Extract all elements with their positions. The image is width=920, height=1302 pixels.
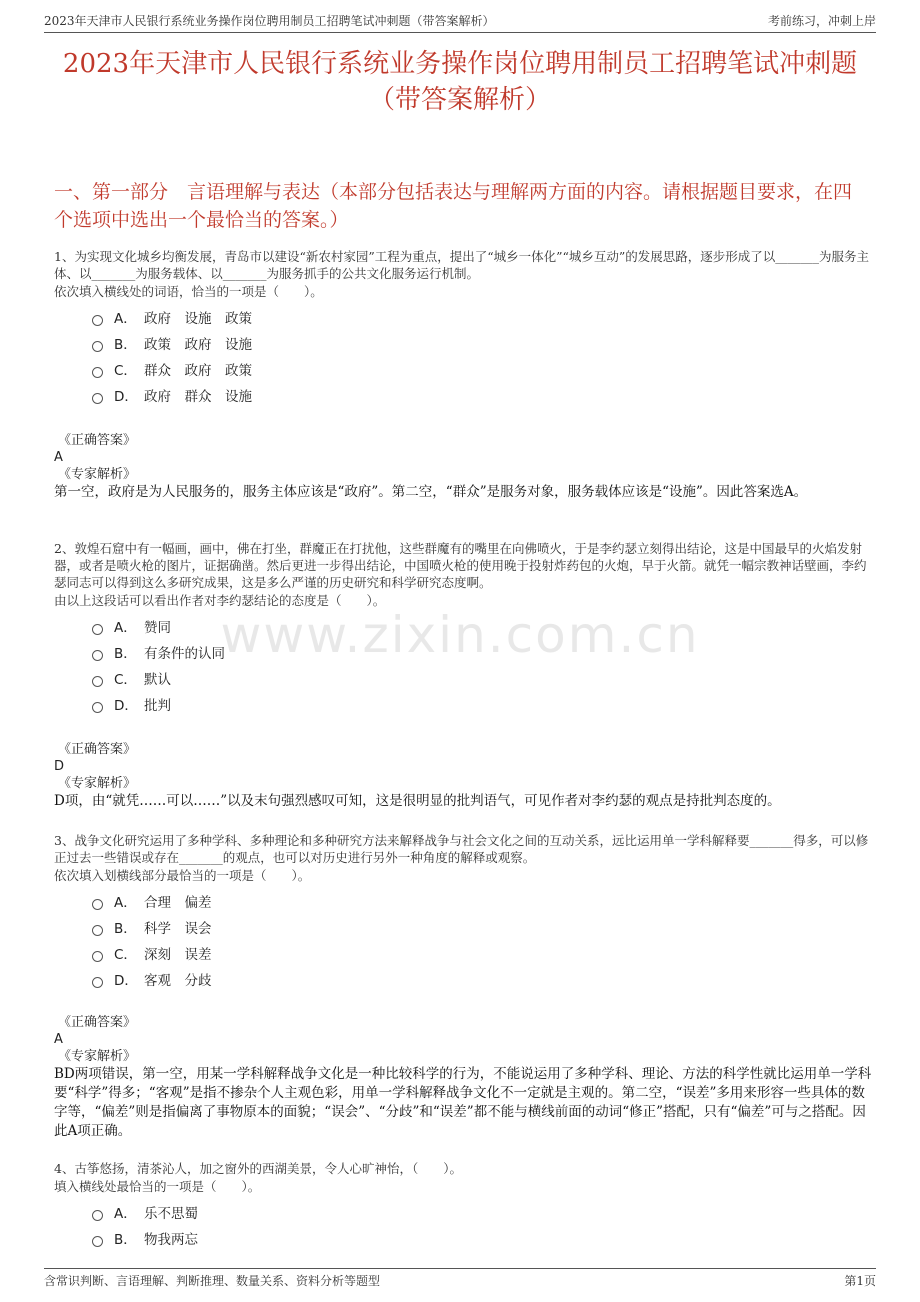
option-text: 物我两忘 [144,1232,198,1248]
analysis-text: 第一空，政府是为人民服务的，服务主体应该是“政府”。第二空，“群众”是服务对象，服务载体应该是“设施”。因此答案选A。 [54,484,808,500]
question-prompt: 依次填入划横线部分最恰当的一项是（ ）。 [54,868,311,883]
question-prompt: 依次填入横线处的词语，恰当的一项是（ ）。 [54,284,323,299]
option-a[interactable] [92,888,872,914]
radio-icon[interactable] [92,341,103,352]
option-text: 默认 [144,672,171,688]
page-number: 第1页 [844,1273,876,1288]
radio-icon[interactable] [92,977,103,988]
analysis-text: D项，由“就凭……可以……”以及末句强烈感叹可知，这是很明显的批判语气，可见作者对李约瑟的观点是持批判态度的。 [54,793,781,809]
option-text: 合理 偏差 [144,895,212,911]
option-text: 群众 政府 政策 [144,363,252,379]
question-prompt: 由以上这段话可以看出作者对李约瑟结论的态度是（ ）。 [54,593,386,608]
option-c[interactable] [92,665,872,691]
option-text: 批判 [144,698,171,714]
radio-icon[interactable] [92,1210,103,1221]
option-text: 政府 群众 设施 [144,389,252,405]
answer-label: 《正确答案》 [58,433,137,448]
footer-question-types: 含常识判断、言语理解、判断推理、数量关系、资料分析等题型 [44,1273,381,1288]
option-text: 乐不思蜀 [144,1206,198,1222]
option-letter: A． [114,895,137,911]
page-footer [44,1268,876,1291]
option-c[interactable] [92,356,872,382]
header-slogan: 考前练习，冲刺上岸 [767,13,876,28]
option-letter: C． [114,363,137,379]
answer-label: 《正确答案》 [58,742,137,757]
page-header [44,8,876,33]
option-letter: C． [114,672,137,688]
option-letter: B． [114,921,137,937]
radio-icon[interactable] [92,367,103,378]
analysis-text: BD两项错误，第一空，用某一学科解释战争文化是一种比较科学的行为，不能说运用了多种学科、理论、方法的科学性就比运用单一学科要“科学”得多；“客观”是指不掺杂个人主观色彩，用单一学科解释战争文化不一定就是主观的。第二空，“误差”多用来形容一些具体的数字等，“偏差”则是指偏离了事物原本的面貌；“误会”、“分歧”和“误差”都不能与横线前面的动词“修正”搭配，只有“偏差”可与之搭配。因此A项正确。 [54,1066,872,1139]
radio-icon[interactable] [92,899,103,910]
option-letter: C． [114,947,137,963]
question-stem: 4、古筝悠扬，清茶沁人，加之窗外的西湖美景，令人心旷神怡，（ ）。 [54,1161,462,1176]
answer-value: A [54,450,63,465]
option-text: 政府 设施 政策 [144,311,252,327]
option-b[interactable] [92,639,872,665]
question-3 [54,832,872,1141]
option-letter: B． [114,646,137,662]
question-stem: 2、敦煌石窟中有一幅画，画中，佛在打坐，群魔正在打扰他，这些群魔有的嘴里在向佛喷火，于是李约瑟立刻得出结论，这是中国最早的火焰发射器，或者是喷火枪的图片，证据确凿。然后更进一步得出结论，中国喷火枪的使用晚于投射炸药包的火炮，早于火箭。就凭一幅宗教神话壁画，李约瑟同志可以得到这么多研究成果，这是多么严谨的历史研究和科学研究态度啊。 [54,541,867,590]
option-b[interactable] [92,1225,872,1251]
radio-icon[interactable] [92,676,103,687]
option-b[interactable] [92,330,872,356]
radio-icon[interactable] [92,925,103,936]
option-a[interactable] [92,1199,872,1225]
question-1 [54,248,872,502]
option-letter: A． [114,1206,137,1222]
watermark: www.zixin.com.cn [220,606,700,664]
document-title: 2023年天津市人民银行系统业务操作岗位聘用制员工招聘笔试冲刺题（带答案解析） [62,49,858,115]
option-text: 政策 政府 设施 [144,337,252,353]
radio-icon[interactable] [92,702,103,713]
radio-icon[interactable] [92,1236,103,1247]
option-a[interactable] [92,613,872,639]
option-c[interactable] [92,940,872,966]
option-text: 客观 分歧 [144,973,212,989]
radio-icon[interactable] [92,951,103,962]
option-text: 赞同 [144,620,171,636]
analysis-label: 《专家解析》 [58,1049,137,1064]
answer-label: 《正确答案》 [58,1015,137,1030]
option-d[interactable] [92,382,872,408]
question-4 [54,1160,872,1251]
question-prompt: 填入横线处最恰当的一项是（ ）。 [54,1179,261,1194]
option-letter: D． [114,389,138,405]
radio-icon[interactable] [92,393,103,404]
answer-value: A [54,1032,63,1047]
option-letter: D． [114,973,138,989]
option-a[interactable] [92,304,872,330]
option-text: 科学 误会 [144,921,212,937]
analysis-label: 《专家解析》 [58,467,137,482]
option-d[interactable] [92,691,872,717]
option-letter: B． [114,1232,137,1248]
option-letter: B． [114,337,137,353]
radio-icon[interactable] [92,624,103,635]
question-stem: 3、战争文化研究运用了多种学科、多种理论和多种研究方法来解释战争与社会文化之间的互动关系，远比运用单一学科解释要_______得多，可以修正过去一些错误或存在_______的观点，也可以对历史进行另外一种角度的解释或观察。 [54,833,869,865]
radio-icon[interactable] [92,650,103,661]
option-letter: A． [114,311,137,327]
option-b[interactable] [92,914,872,940]
header-doc-title: 2023年天津市人民银行系统业务操作岗位聘用制员工招聘笔试冲刺题（带答案解析） [44,13,495,28]
radio-icon[interactable] [92,315,103,326]
section-heading: 一、第一部分 言语理解与表达（本部分包括表达与理解两方面的内容。请根据题目要求，在四个选项中选出一个最恰当的答案。） [54,181,853,231]
option-letter: D． [114,698,138,714]
question-stem: 1、为实现文化城乡均衡发展，青岛市以建设“新农村家园”工程为重点，提出了“城乡一体化”“城乡互动”的发展思路，逐步形成了以_______为服务主体、以_______为服务载体、以_______为服务抓手的公共文化服务运行机制。 [54,249,870,281]
answer-value: D [54,759,65,774]
option-text: 深刻 误差 [144,947,212,963]
option-text: 有条件的认同 [144,646,225,662]
question-2 [54,540,872,811]
option-letter: A． [114,620,137,636]
option-d[interactable] [92,966,872,992]
analysis-label: 《专家解析》 [58,776,137,791]
